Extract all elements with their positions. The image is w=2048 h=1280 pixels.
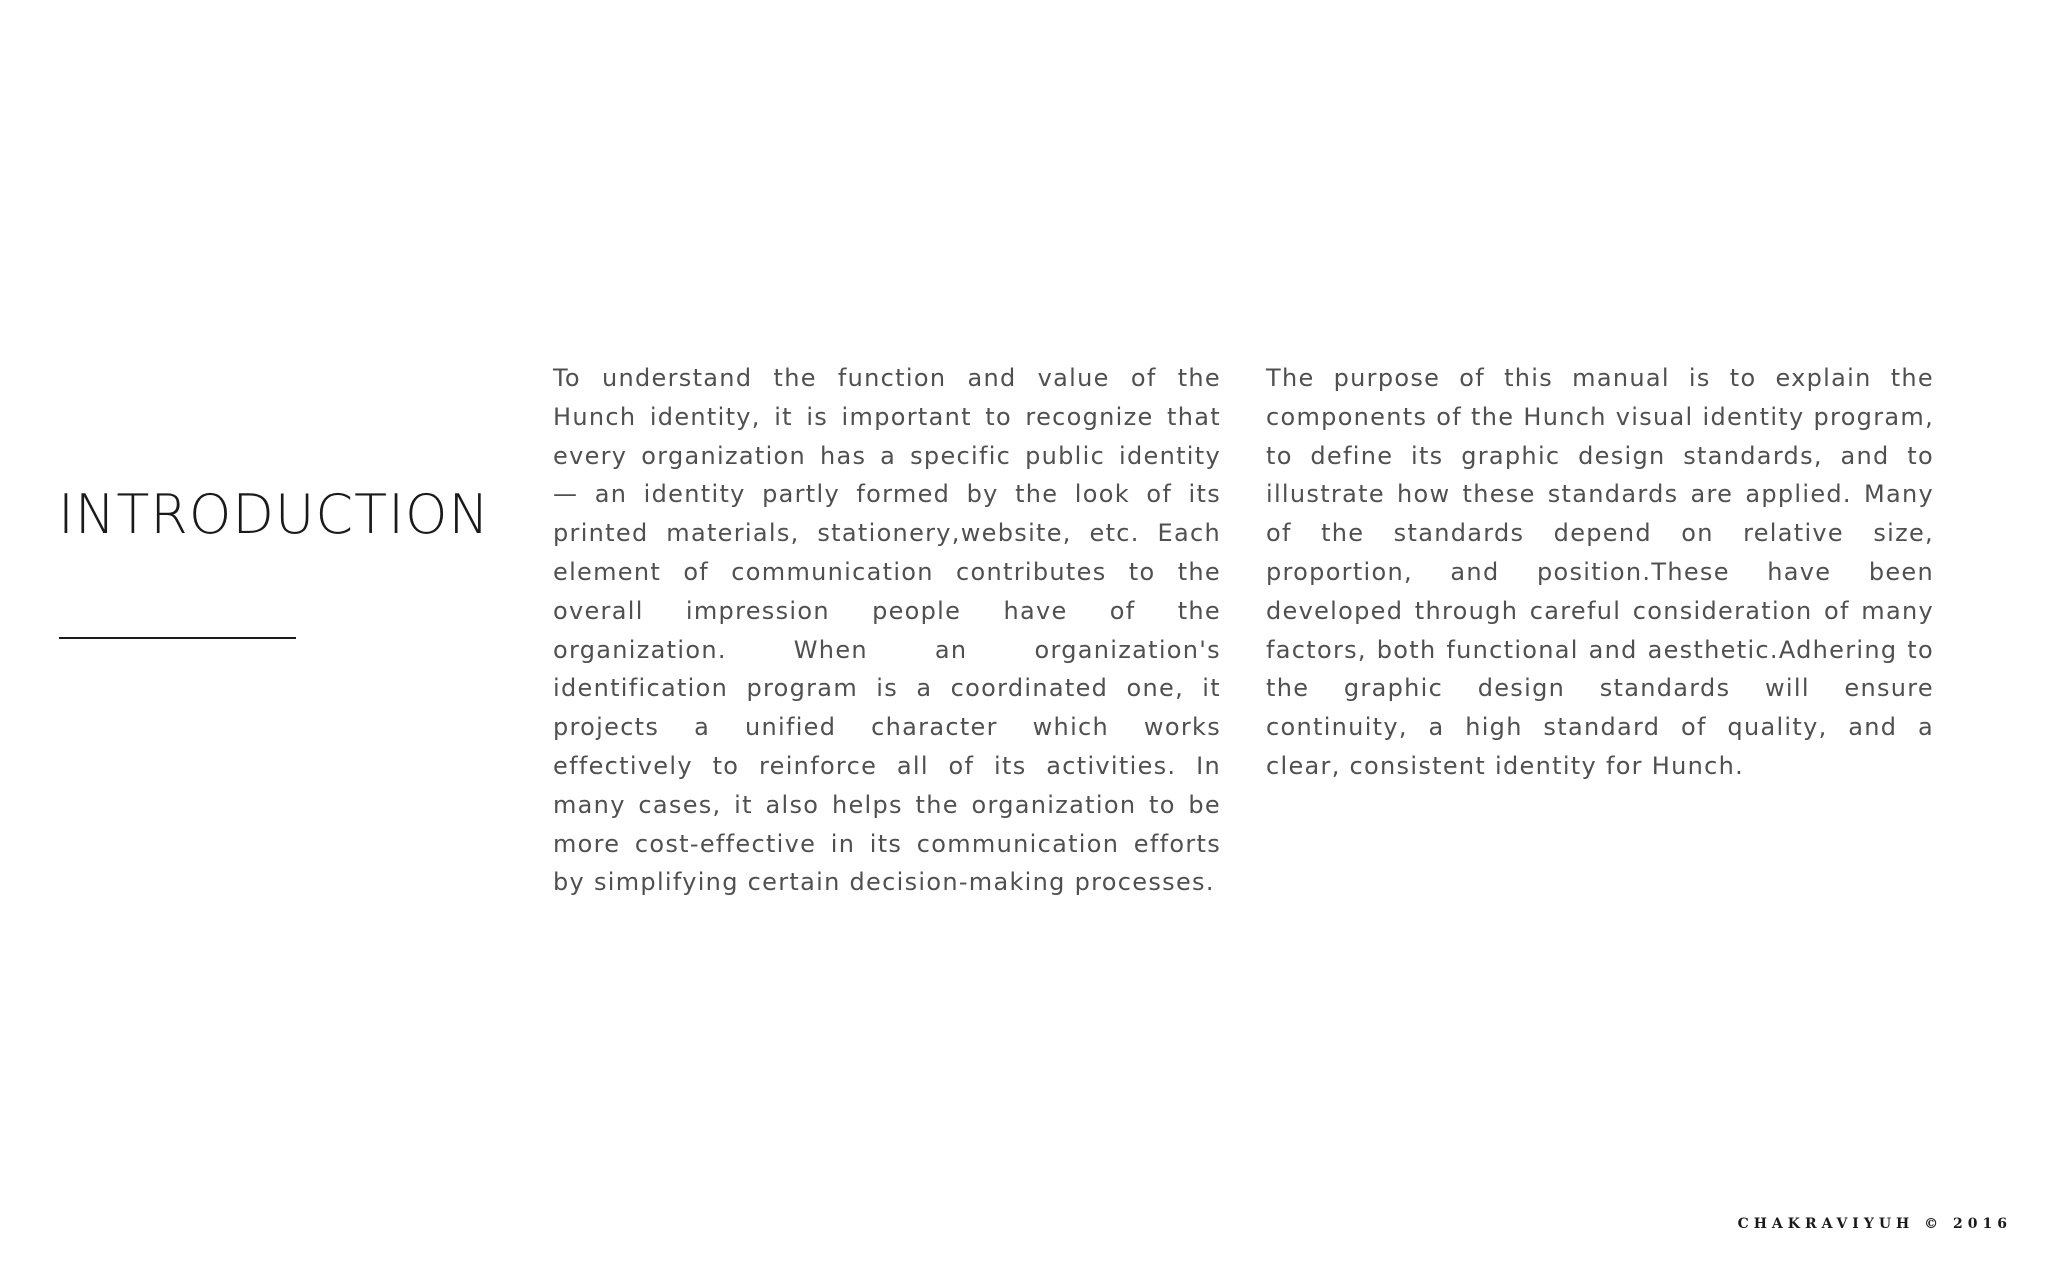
section-title: INTRODUCTION xyxy=(58,483,490,546)
footer-credit: CHAKRAVIYUH © 2016 xyxy=(1737,1216,2012,1232)
title-underline xyxy=(59,637,296,639)
intro-paragraph-left: To understand the function and value of the Hunch identity, it is important to recognize that every organization has a specific public identity — an identity partly formed by the look of its printed materials, stationery,website, etc. Each element of communication contributes to the overall impression people have of the organization. When an organization's identification program is a coordinated one, it projects a unified character which works effectively to reinforce all of its activities. In many cases, it also helps the organization to be more cost-effective in its communication efforts by simplifying certain decision-making processes. xyxy=(553,364,1221,897)
intro-paragraph-right: The purpose of this manual is to explain the components of the Hunch visual identity program, to define its graphic design standards, and to illustrate how these standards are applied. Many of the standards depend on relative size, proportion, and position.These have been developed through careful consideration of many factors, both functional and aesthetic.Adhering to the graphic design standards will ensure continuity, a high standard of quality, and a clear, consistent identity for Hunch. xyxy=(1266,364,1934,780)
